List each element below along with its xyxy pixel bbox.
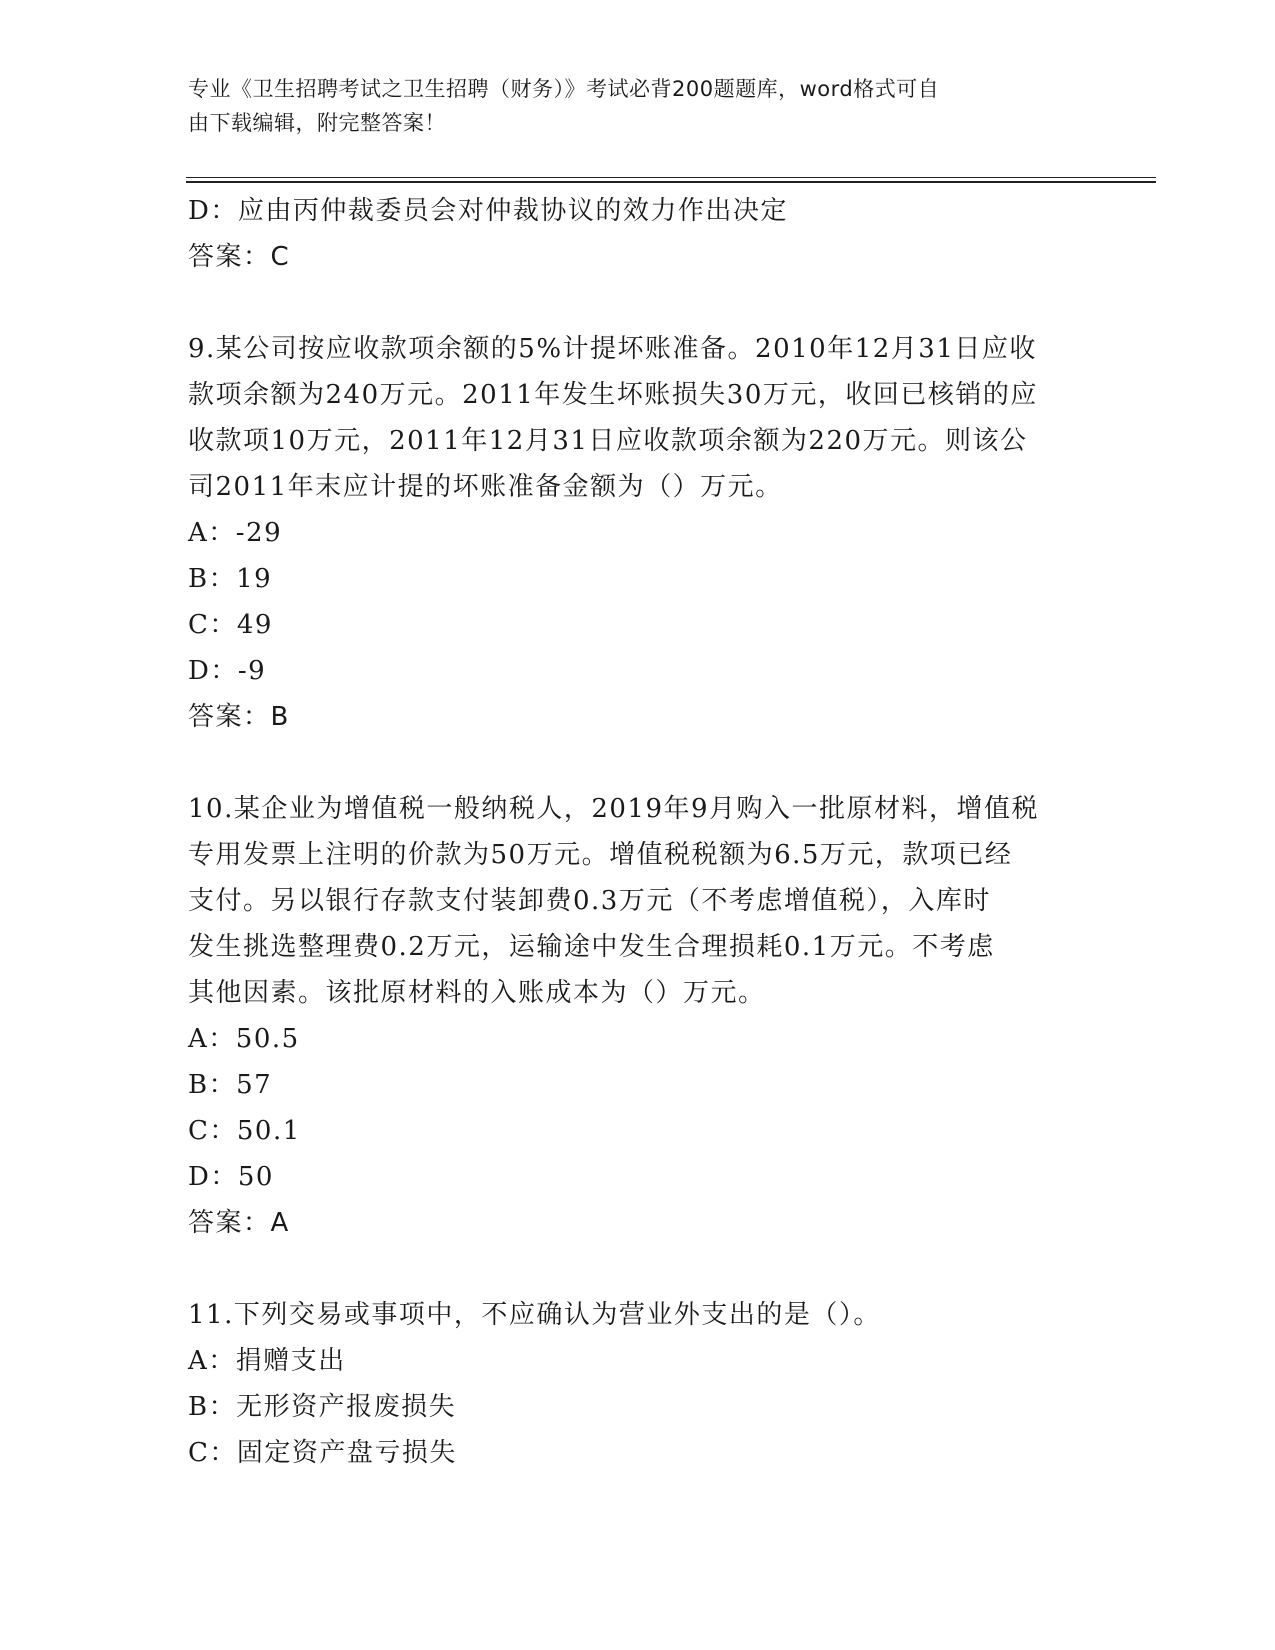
- spacer: [188, 1246, 1088, 1292]
- question-11: [188, 1292, 1088, 1476]
- option-d: D：-9: [188, 656, 267, 686]
- question-stem-line: 发生挑选整理费0.2万元，运输途中发生合理损耗0.1万元。不考虑: [188, 932, 995, 962]
- option-b: B：57: [188, 1070, 273, 1100]
- header-line-1: 专业《卫生招聘考试之卫生招聘（财务）》考试必背200题题库，word格式可自: [188, 77, 940, 101]
- question-stem-line: 支付。另以银行存款支付装卸费0.3万元（不考虑增值税），入库时: [188, 886, 991, 916]
- header-divider-thick: [186, 181, 1156, 183]
- header-line-2: 由下载编辑，附完整答案！: [188, 111, 446, 135]
- document-header: [188, 72, 1078, 140]
- option-b: B：无形资产报废损失: [188, 1392, 457, 1422]
- question-stem-line: 收款项10万元，2011年12月31日应收款项余额为220万元。则该公: [188, 426, 1028, 456]
- answer-line: 答案：C: [188, 242, 291, 272]
- option-c: C：固定资产盘亏损失: [188, 1438, 457, 1468]
- option-a: A：-29: [188, 518, 283, 548]
- option-c: C：49: [188, 610, 273, 640]
- answer-line: 答案：A: [188, 1208, 290, 1238]
- answer-line: 答案：B: [188, 702, 290, 732]
- document-body: [188, 188, 1088, 1476]
- header-divider-thin: [186, 177, 1156, 178]
- option-a: A：50.5: [188, 1024, 300, 1054]
- option-b: B：19: [188, 564, 273, 594]
- option-d: D：50: [188, 1162, 274, 1192]
- spacer: [188, 740, 1088, 786]
- spacer: [188, 280, 1088, 326]
- option-c: C：50.1: [188, 1116, 301, 1146]
- question-stem-line: 10.某企业为增值税一般纳税人，2019年9月购入一批原材料，增值税: [188, 794, 1040, 824]
- question-stem-line: 司2011年末应计提的坏账准备金额为（）万元。: [188, 472, 783, 502]
- option-a: A：捐赠支出: [188, 1346, 346, 1376]
- question-stem-line: 款项余额为240万元。2011年发生坏账损失30万元，收回已核销的应: [188, 380, 1038, 410]
- question-stem-line: 11.下列交易或事项中，不应确认为营业外支出的是（）。: [188, 1300, 881, 1330]
- question-9: [188, 326, 1088, 740]
- option-d: D：应由丙仲裁委员会对仲裁协议的效力作出决定: [188, 196, 788, 226]
- question-stem-line: 9.某公司按应收款项余额的5%计提坏账准备。2010年12月31日应收: [188, 334, 1037, 364]
- question-stem-line: 专用发票上注明的价款为50万元。增值税税额为6.5万元，款项已经: [188, 840, 1013, 870]
- question-stem-line: 其他因素。该批原材料的入账成本为（）万元。: [188, 978, 766, 1008]
- question-10: [188, 786, 1088, 1246]
